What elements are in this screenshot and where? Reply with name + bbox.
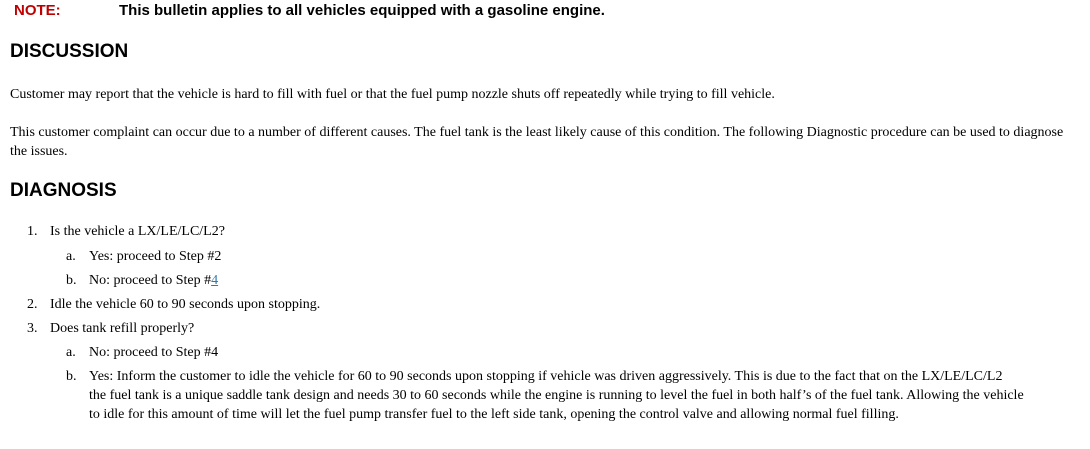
step-text [89,271,218,290]
step-text-line-3: to idle for this amount of time will let the fuel pump transfer fuel to the left side tank, opening the control valve and allowing normal fuel filling. [89,407,899,422]
step-text: Is the vehicle a LX/LE/LC/L2? [50,224,225,239]
step-letter: b. [66,273,77,288]
step-number: 1. [27,224,38,239]
step-text-line-1: Yes: Inform the customer to idle the vehicle for 60 to 90 seconds upon stopping if vehicle was driven aggressively. This is due to the fact that on the LX/LE/LC/L2 [89,369,1003,384]
step-4-link[interactable]: 4 [211,273,219,288]
step-text: Does tank refill properly? [50,321,195,336]
note-banner [0,0,1090,22]
diagnosis-heading: DIAGNOSIS [10,180,117,201]
step-text: No: proceed to Step #4 [89,345,219,360]
step-number: 2. [27,297,38,312]
step-letter: b. [66,369,77,384]
discussion-heading: DISCUSSION [10,41,129,62]
discussion-paragraph-1: Customer may report that the vehicle is hard to fill with fuel or that the fuel pump nozzle shuts off repeatedly while trying to fill vehicle. [10,87,775,102]
note-text: This bulletin applies to all vehicles equipped with a gasoline engine. [119,2,605,19]
note-label: NOTE: [14,2,61,19]
discussion-paragraph-2: This customer complaint can occur due to a number of different causes. The fuel tank is the least likely cause of this condition. The following Diagnostic procedure can be used to diagnose the issues. [10,125,1064,159]
step-text: Yes: proceed to Step #2 [89,249,222,264]
step-text-line-2: the fuel tank is a unique saddle tank design and needs 30 to 60 seconds while the engine is running to level the fuel in both half’s of the fuel tank. Allowing the vehicle [89,388,1024,403]
step-letter: a. [66,249,76,264]
step-letter: a. [66,345,76,360]
step-text-prefix: No: proceed to Step # [89,273,212,288]
step-text: Idle the vehicle 60 to 90 seconds upon stopping. [50,297,321,312]
step-number: 3. [27,321,38,336]
list-item-step-3b [66,367,1081,427]
